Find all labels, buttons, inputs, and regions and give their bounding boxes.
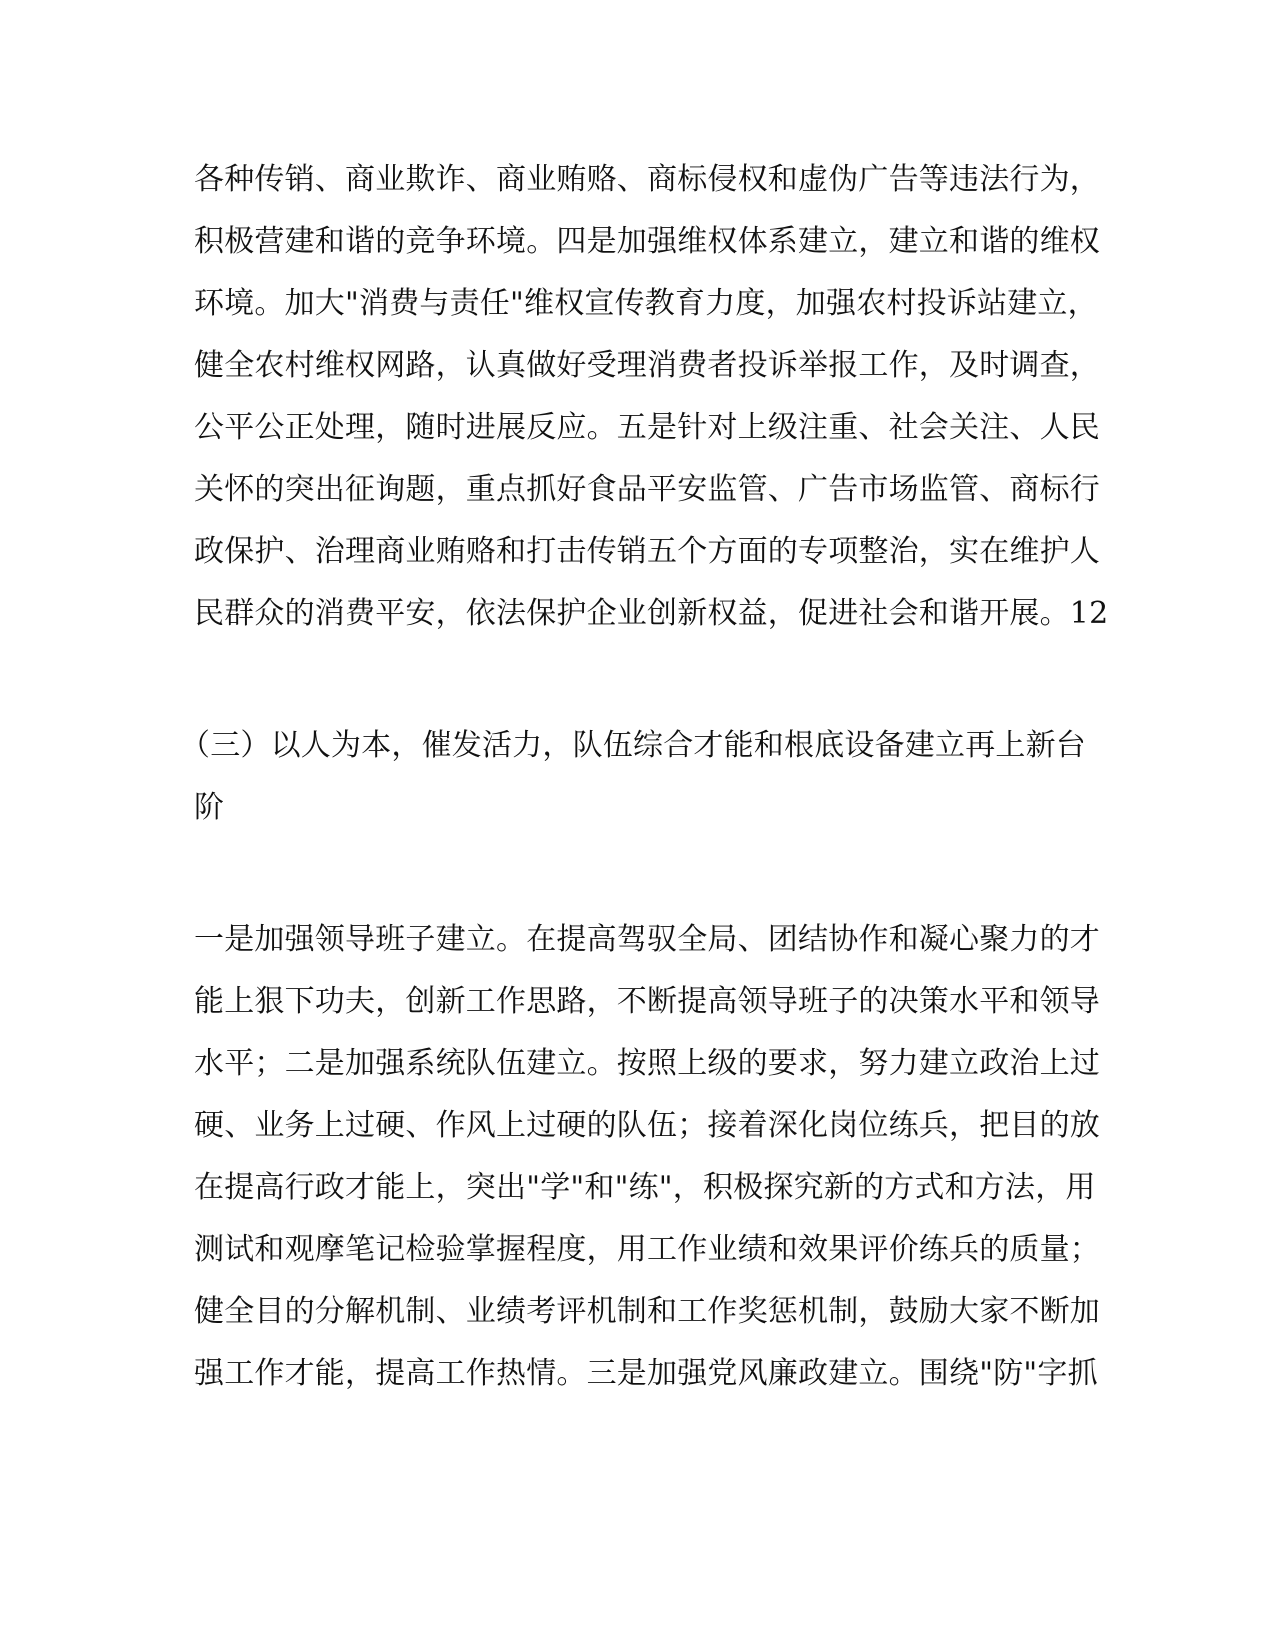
paragraph-1-line: 各种传销、商业欺诈、商业贿赂、商标侵权和虚伪广告等违法行为， — [194, 162, 1100, 197]
paragraph-1-line: 环境。加大"消费与责任"维权宣传教育力度，加强农村投诉站建立， — [194, 286, 1098, 321]
paragraph-2-line: 能上狠下功夫，创新工作思路，不断提高领导班子的决策水平和领导 — [194, 984, 1100, 1019]
paragraph-2-line: 硬、业务上过硬、作风上过硬的队伍；接着深化岗位练兵，把目的放 — [194, 1108, 1100, 1143]
section-heading-line: （三）以人为本，催发活力，队伍综合才能和根底设备建立再上新台 — [180, 728, 1086, 763]
paragraph-2-line: 水平；二是加强系统队伍建立。按照上级的要求，努力建立政治上过 — [194, 1046, 1100, 1081]
paragraph-1-line: 积极营建和谐的竞争环境。四是加强维权体系建立，建立和谐的维权 — [194, 224, 1100, 259]
paragraph-2-line: 在提高行政才能上，突出"学"和"练"，积极探究新的方式和方法，用 — [194, 1170, 1096, 1205]
paragraph-1-line: 健全农村维权网路，认真做好受理消费者投诉举报工作，及时调查， — [194, 348, 1100, 383]
paragraph-1-line: 民群众的消费平安，依法保护企业创新权益，促进社会和谐开展。12 — [194, 596, 1109, 631]
paragraph-1-line: 政保护、治理商业贿赂和打击传销五个方面的专项整治，实在维护人 — [194, 534, 1100, 569]
paragraph-2-line: 一是加强领导班子建立。在提高驾驭全局、团结协作和凝心聚力的才 — [194, 922, 1100, 957]
paragraph-2-line: 测试和观摩笔记检验掌握程度，用工作业绩和效果评价练兵的质量； — [194, 1232, 1100, 1267]
paragraph-1-line: 关怀的突出征询题，重点抓好食品平安监管、广告市场监管、商标行 — [194, 472, 1100, 507]
paragraph-2-line: 强工作才能，提高工作热情。三是加强党风廉政建立。围绕"防"字抓 — [194, 1356, 1098, 1391]
paragraph-2-line: 健全目的分解机制、业绩考评机制和工作奖惩机制，鼓励大家不断加 — [194, 1294, 1100, 1329]
paragraph-1-line: 公平公正处理，随时进展反应。五是针对上级注重、社会关注、人民 — [194, 410, 1100, 445]
section-heading-line: 阶 — [194, 790, 225, 825]
